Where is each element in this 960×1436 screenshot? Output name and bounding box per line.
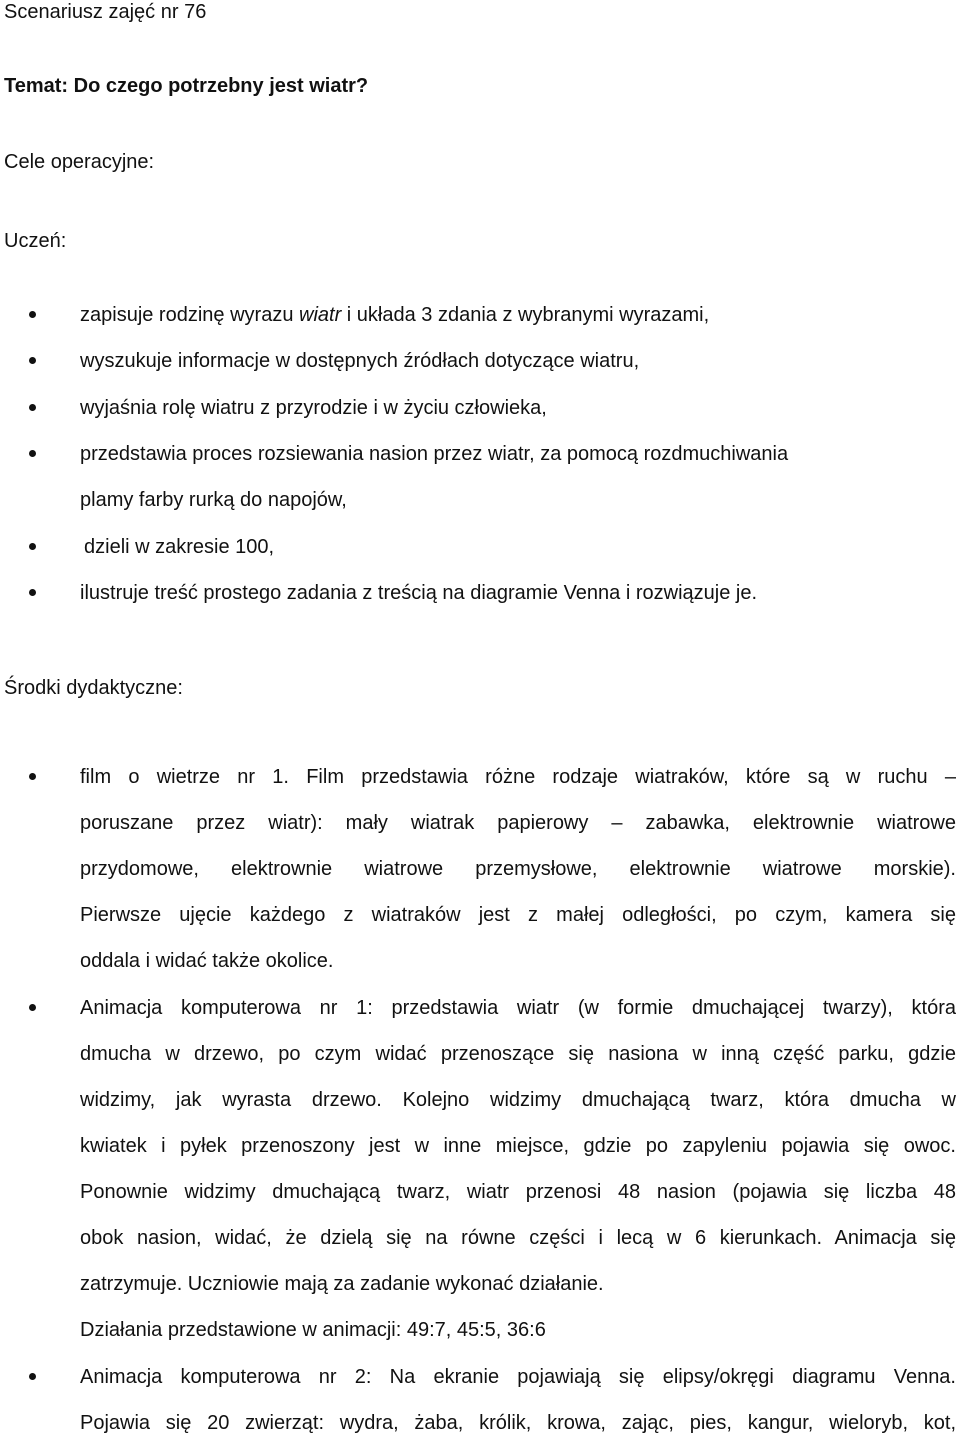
goal-item-1-emphasis: wiatr <box>299 304 342 326</box>
animation-1-line-1: Animacja komputerowa nr 1: przedstawia wiatr (w formie dmuchającej twarzy), która <box>80 997 956 1019</box>
student-label: Uczeń: <box>4 230 67 252</box>
animation-1-line-5: Ponownie widzimy dmuchającą twarz, wiatr przenosi 48 nasion (pojawia się liczba 48 <box>80 1181 956 1203</box>
goal-item-4-line-2: plamy farby rurką do napojów, <box>80 489 347 511</box>
goals-heading: Cele operacyjne: <box>4 151 155 173</box>
bullet-icon <box>29 543 36 550</box>
film-line-3: przydomowe, elektrownie wiatrowe przemysłowe, elektrownie wiatrowe morskie). <box>80 858 956 880</box>
bullet-icon <box>29 357 36 364</box>
bullet-icon <box>29 1004 36 1011</box>
film-line-1: film o wietrze nr 1. Film przedstawia różne rodzaje wiatraków, które są w ruchu – <box>80 766 956 788</box>
animation-1-line-2: dmucha w drzewo, po czym widać przenoszące się nasiona w inną część parku, gdzie <box>80 1043 956 1065</box>
means-heading: Środki dydaktyczne: <box>4 677 183 699</box>
scenario-number: Scenariusz zajęć nr 76 <box>4 1 207 23</box>
animation-2-line-2: Pojawia się 20 zwierząt: wydra, żaba, królik, krowa, zając, pies, kangur, wieloryb, kot, <box>80 1412 956 1434</box>
goal-item-4-line-1: przedstawia proces rozsiewania nasion przez wiatr, za pomocą rozdmuchiwania <box>80 443 789 465</box>
animation-1-line-4: kwiatek i pyłek przenoszony jest w inne miejsce, gdzie po zapyleniu pojawia się owoc. <box>80 1135 956 1157</box>
animation-1-line-3: widzimy, jak wyrasta drzewo. Kolejno widzimy dmuchającą twarz, która dmucha w <box>80 1089 956 1111</box>
goal-item-1 <box>80 303 709 327</box>
goal-item-1-pre: zapisuje rodzinę wyrazu <box>80 304 299 326</box>
animation-1-line-7: zatrzymuje. Uczniowie mają za zadanie wykonać działanie. <box>80 1273 604 1295</box>
bullet-icon <box>29 773 36 780</box>
animation-1-operations: Działania przedstawione w animacji: 49:7, 45:5, 36:6 <box>80 1319 546 1341</box>
animation-1-line-6: obok nasion, widać, że dzielą się na równe części i lecą w 6 kierunkach. Animacja się <box>80 1227 956 1249</box>
bullet-icon <box>29 450 36 457</box>
goal-item-5: dzieli w zakresie 100, <box>84 536 275 558</box>
bullet-icon <box>29 1373 36 1380</box>
goal-item-6: ilustruje treść prostego zadania z treścią na diagramie Venna i rozwiązuje je. <box>80 582 758 604</box>
film-line-2: poruszane przez wiatr): mały wiatrak papierowy – zabawka, elektrownie wiatrowe <box>80 812 956 834</box>
animation-2-line-1: Animacja komputerowa nr 2: Na ekranie pojawiają się elipsy/okręgi diagramu Venna. <box>80 1366 956 1388</box>
lesson-topic: Temat: Do czego potrzebny jest wiatr? <box>4 75 369 97</box>
film-line-4: Pierwsze ujęcie każdego z wiatraków jest z małej odległości, po czym, kamera się <box>80 904 956 926</box>
goal-item-3: wyjaśnia rolę wiatru z przyrodzie i w życiu człowieka, <box>80 397 547 419</box>
goal-item-1-post: i układa 3 zdania z wybranymi wyrazami, <box>341 304 710 326</box>
bullet-icon <box>29 311 36 318</box>
film-line-5: oddala i widać także okolice. <box>80 950 334 972</box>
bullet-icon <box>29 404 36 411</box>
bullet-icon <box>29 589 36 596</box>
goal-item-2: wyszukuje informacje w dostępnych źródłach dotyczące wiatru, <box>80 350 640 372</box>
